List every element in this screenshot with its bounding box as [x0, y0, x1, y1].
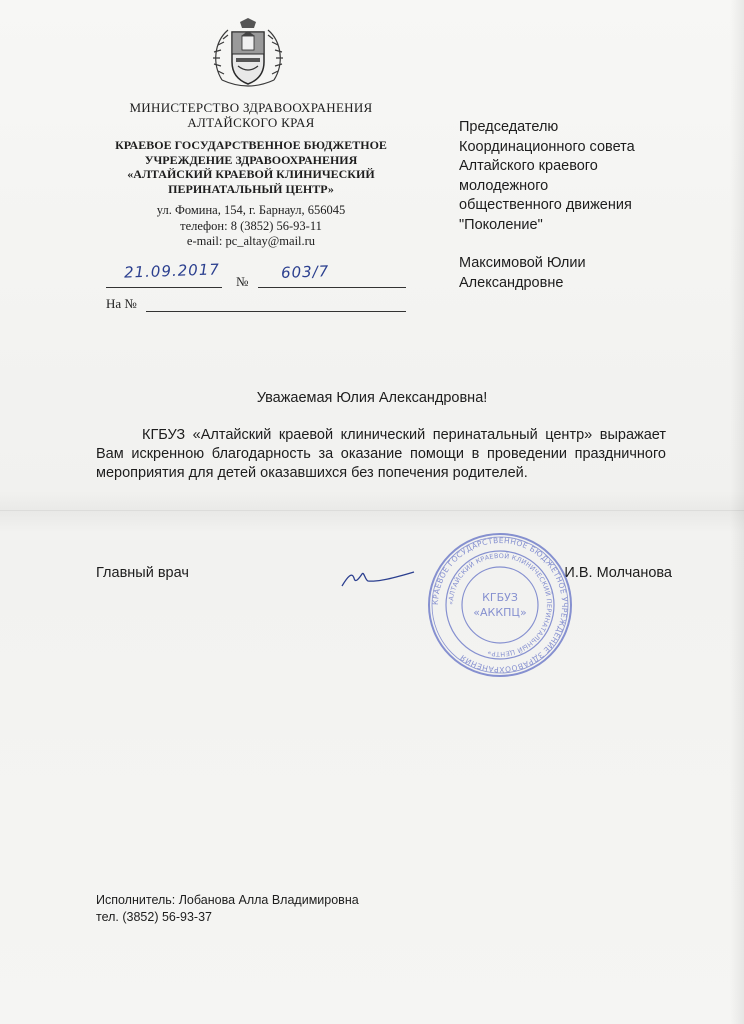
letter-body: КГБУЗ «Алтайский краевой клинический перинатальный центр» выражает Вам искренною благодарность за оказание помощи в проведении праздничного мероприятия для детей оказавшихся без попечения родителей.	[96, 427, 666, 481]
organization-line-2: УЧРЕЖДЕНИЕ ЗДРАВООХРАНЕНИЯ	[144, 152, 358, 167]
recipient-line: "Поколение"	[459, 216, 543, 233]
reply-to-label: На №	[106, 296, 137, 311]
organization-line-4: ПЕРИНАТАЛЬНЫЙ ЦЕНТР»	[168, 181, 334, 196]
signer-role: Главный врач	[96, 565, 189, 581]
executor-block	[96, 892, 359, 926]
organization-contacts	[96, 203, 406, 250]
handwritten-signature-icon	[338, 566, 418, 596]
official-stamp-icon	[425, 530, 575, 680]
ministry-line-2: АЛТАЙСКОГО КРАЯ	[187, 115, 315, 130]
date-underline	[106, 287, 222, 288]
ministry-line-1: МИНИСТЕРСТВО ЗДРАВООХРАНЕНИЯ	[129, 100, 373, 115]
ministry-title	[96, 100, 406, 130]
recipient-line: Координационного совета	[459, 138, 635, 155]
stamp-center-line-1: КГБУЗ	[482, 591, 518, 604]
recipient-line: молодежного	[459, 177, 549, 194]
coat-of-arms-emblem-icon	[208, 18, 288, 98]
organization-phone: телефон: 8 (3852) 56-93-11	[180, 218, 322, 233]
recipient-name-line-2: Александровне	[459, 274, 564, 291]
reply-to-underline	[146, 311, 406, 312]
organization-email: e-mail: pc_altay@mail.ru	[186, 234, 316, 248]
stamp-center-line-2: «АККПЦ»	[473, 606, 527, 619]
organization-line-1: КРАЕВОЕ ГОСУДАРСТВЕННОЕ БЮДЖЕТНОЕ	[115, 138, 387, 152]
letter-greeting: Уважаемая Юлия Александровна!	[256, 390, 488, 406]
number-underline	[258, 287, 406, 288]
paper-edge-shadow	[730, 0, 744, 1024]
executor-name: Исполнитель: Лобанова Алла Владимировна	[96, 893, 359, 907]
reply-to-row	[106, 296, 406, 312]
recipient-line: Алтайского краевого	[459, 158, 598, 174]
handwritten-number: 603/7	[280, 262, 330, 282]
executor-phone: тел. (3852) 56-93-37	[96, 910, 213, 924]
paper-fold-line	[0, 510, 744, 511]
stamp-outer-text: КРАЕВОЕ ГОСУДАРСТВЕННОЕ БЮДЖЕТНОЕ УЧРЕЖДЕНИЕ ЗДРАВООХРАНЕНИЯ	[430, 535, 570, 675]
stamp-inner-text: «АЛТАЙСКИЙ КРАЕВОЙ КЛИНИЧЕСКИЙ ПЕРИНАТАЛЬНЫЙ ЦЕНТР»	[446, 551, 554, 659]
recipient-block	[459, 118, 635, 293]
signer-name: И.В. Молчанова	[564, 565, 672, 581]
recipient-line: общественного движения	[459, 197, 632, 213]
number-sign: №	[236, 274, 249, 289]
recipient-line: Председателю	[459, 119, 559, 135]
organization-line-3: «АЛТАЙСКИЙ КРАЕВОЙ КЛИНИЧЕСКИЙ	[127, 167, 375, 181]
organization-address: ул. Фомина, 154, г. Барнаул, 656045	[156, 203, 346, 217]
organization-name	[96, 138, 406, 196]
recipient-name-line-1: Максимовой Юлии	[459, 255, 586, 271]
handwritten-date: 21.09.2017	[123, 260, 221, 282]
